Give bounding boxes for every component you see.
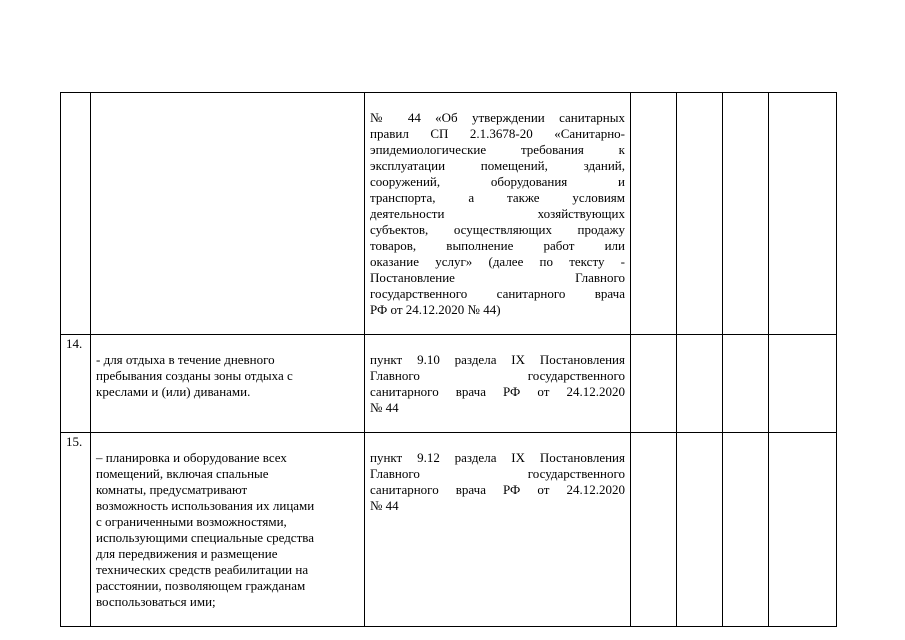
text-line: комнаты, предусматривают (96, 482, 248, 497)
reference-lines (370, 110, 625, 318)
requirement-text (91, 93, 365, 335)
text-line: расстоянии, позволяющем гражданам (96, 578, 306, 593)
text-line: эпидемиологические требования к (370, 142, 625, 157)
table-row (61, 335, 837, 433)
requirement-lines (96, 450, 359, 610)
reference-lines (370, 450, 625, 514)
text-line: – планировка и оборудование всех (96, 450, 287, 465)
reference-text (365, 433, 631, 627)
text-line: - для отдыха в течение дневного (96, 352, 275, 367)
reference-lines (370, 352, 625, 416)
text-line: субъектов, осуществляющих продажу (370, 222, 625, 237)
text-line: возможность использования их лицами (96, 498, 315, 513)
text-line: № 44 (370, 498, 399, 513)
text-line: № 44 (370, 400, 399, 415)
text-line: РФ от 24.12.2020 № 44) (370, 302, 501, 317)
text-line: пребывания созданы зоны отдыха с (96, 368, 293, 383)
text-line: государственного санитарного врача (370, 286, 625, 301)
empty-cell (631, 335, 677, 433)
text-line: помещений, включая спальные (96, 466, 269, 481)
requirement-text (91, 433, 365, 627)
text-line: санитарного врача РФ от 24.12.2020 (370, 482, 625, 497)
empty-cell (677, 335, 723, 433)
empty-cell (677, 433, 723, 627)
text-line: воспользоваться ими; (96, 594, 216, 609)
empty-cell (769, 433, 837, 627)
empty-cell (769, 335, 837, 433)
text-line: сооружений, оборудования и (370, 174, 625, 189)
text-line: товаров, выполнение работ или (370, 238, 625, 253)
row-number: 14. (61, 335, 91, 433)
row-number (61, 93, 91, 335)
table-body (61, 93, 837, 627)
text-line: креслами и (или) диванами. (96, 384, 251, 399)
text-line: пункт 9.12 раздела IX Постановления (370, 450, 625, 465)
empty-cell (769, 93, 837, 335)
text-line: санитарного врача РФ от 24.12.2020 (370, 384, 625, 399)
reference-text (365, 93, 631, 335)
empty-cell (631, 433, 677, 627)
reference-text (365, 335, 631, 433)
text-line: технических средств реабилитации на (96, 562, 309, 577)
row-number: 15. (61, 433, 91, 627)
text-line: оказание услуг» (далее по тексту - (370, 254, 625, 269)
table-row (61, 93, 837, 335)
empty-cell (677, 93, 723, 335)
text-line: правил СП 2.1.3678-20 «Санитарно- (370, 126, 625, 141)
text-line: Постановление Главного (370, 270, 625, 285)
text-line: эксплуатации помещений, зданий, (370, 158, 625, 173)
text-line: для передвижения и размещение (96, 546, 278, 561)
requirements-table (60, 92, 837, 627)
text-line: № 44 «Об утверждении санитарных (370, 110, 625, 125)
empty-cell (723, 93, 769, 335)
requirement-lines (96, 352, 359, 400)
text-line: пункт 9.10 раздела IX Постановления (370, 352, 625, 367)
text-line: транспорта, а также условиям (370, 190, 625, 205)
empty-cell (631, 93, 677, 335)
text-line: Главного государственного (370, 368, 625, 383)
text-line: использующими специальные средства (96, 530, 314, 545)
text-line: с ограниченными возможностями, (96, 514, 287, 529)
requirement-text (91, 335, 365, 433)
text-line: Главного государственного (370, 466, 625, 481)
empty-cell (723, 433, 769, 627)
text-line: деятельности хозяйствующих (370, 206, 625, 221)
empty-cell (723, 335, 769, 433)
table-row (61, 433, 837, 627)
